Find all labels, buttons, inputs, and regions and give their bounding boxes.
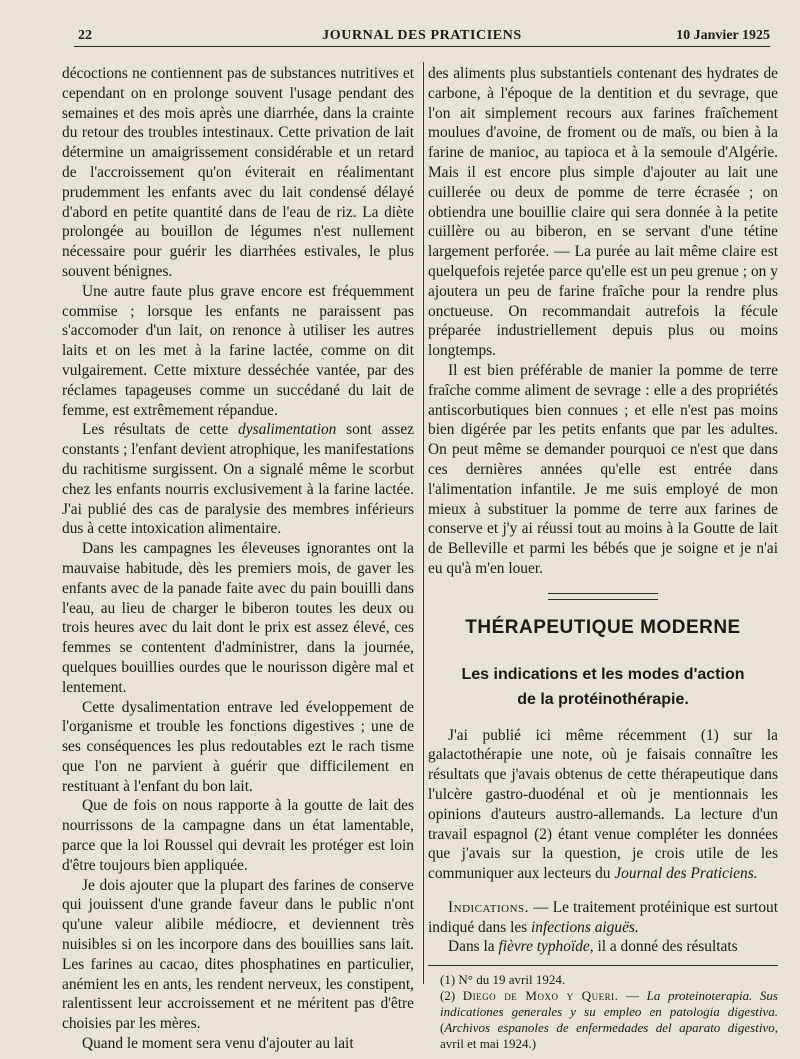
paragraph: des aliments plus substantiels contenant des hydrates de carbone, à l'époque de la dentition et du sevrage, que l'on ait simplement recours aux farines fraîchement moulues d'avoine, de froment ou de maïs, ou bien à la farine de manioc, au tapioca et à la semoule d'Algérie. Mais il est encore plus simple d'ajouter au lait une cuillerée ou deux de pomme de terre écrasée ; on obtiendra une bouillie claire qui sera donnée à la petite cuillère ou au biberon, en se servant d'une tétine largement perforée. — La purée au lait même claire est quelquefois rejetée parce qu'elle est un peu grenue ; on y ajoutera un peu de farine fraîche pour la rendre plus onctueuse. On recommandait autrefois la fécule préparée industriellement depuis plus ou moins longtemps.: [428, 65, 778, 360]
article-title-line: Les indications et les modes d'action: [461, 665, 745, 683]
footnote-1: (1) N° du 19 avril 1924.: [440, 972, 566, 988]
issue-date: 10 Janvier 1925: [676, 28, 770, 43]
left-column: [62, 64, 414, 1054]
paragraph: [428, 937, 778, 957]
paragraph: Je dois ajouter que la plupart des farines de conserve qui jouissent d'une grande faveur dans le public n'ont qu'une valeur alibile médiocre, et deviennent très nuisibles si on les incorpore dans des bouillies sans lait. Les farines au cacao, dites phosphatines en particulier, anémient les en ants, les rendent nerveux, les constipent, ralentissent leur accroissement et ne méritent pas d'être choisies par les mères.: [62, 876, 414, 1033]
paragraph: Cette dysalimentation entrave led éveloppement de l'organisme et trouble les fonctions digestives ; une de ses conséquences les plus redoutables ezt le rach tisme que l'on ne parvient à guérir que difficilement en restituant à l'enfant du bon lait.: [62, 698, 414, 795]
italic-term: dysalimentation: [238, 421, 337, 439]
footnotes: [428, 972, 778, 1052]
footnote-source: Archivos espanoles de enfermedades del aparato digestivo: [444, 1020, 775, 1036]
text-run: , il a donné des résultats: [589, 938, 738, 956]
journal-title: JOURNAL DES PRATICIENS: [322, 28, 522, 43]
text-run: — Le traitement protéinique est surtout indiqué dans les: [428, 898, 778, 936]
paragraph: [428, 898, 778, 938]
italic-term: fièvre typhoïde: [498, 938, 590, 956]
paragraph: Il est bien préférable de manier la pomme de terre fraîche comme aliment de sevrage : elle a des propriétés antiscorbutiques bien connues ; et elle n'est pas moins bien digérée par les petits enfants que par les adultes. On peut même se demander pourquoi ce n'est que dans ces dernières années qu'elle est entrée dans l'alimentation infantile. Je me suis employé de mon mieux à substituer la pomme de terre aux farines de conserve et j'y ai réussi tout au moins à la Goutte de lait de Belleville et parmi les bébés que je soigne et je n'ai eu qu'à m'en louer.: [428, 361, 778, 577]
text-run: (2): [440, 988, 463, 1004]
footnote-title: La proteinoterapia. Sus indicationes generales y su empleo en patologia digestiva.: [440, 988, 778, 1020]
text-run: sont assez constants ; l'enfant devient atrophique, les manifestations du rachitisme surgissent. On a signalé même le scorbut chez les enfants nourris exclusivement à la farine lactée. J'ai publié des cas de paralysie des membres inférieurs dus à cette intoxication alimentaire.: [62, 421, 414, 538]
section-title: THÉRAPEUTIQUE MODERNE: [465, 616, 741, 638]
italic-journal-name: Journal des Praticiens.: [614, 865, 758, 883]
footnote-2: [428, 988, 778, 1052]
text-run: , avril et mai 1924.): [440, 1020, 778, 1052]
article-title-line: de la protéinothérapie.: [517, 690, 689, 708]
paragraph: Une autre faute plus grave encore est fréquemment commise ; lorsque les enfants ne paraissent pas s'accomoder d'un lait, on renonce à utiliser les autres laits et on les met à la farine lactée, comme on dit vulgairement. Cette mixture desséchée vantée, par des réclames tapageuses comme un succédané du lait de femme, est extrêmement répandue.: [62, 282, 414, 419]
header-rule: [74, 46, 770, 47]
subheading-indications: Indications.: [448, 898, 529, 916]
paragraph: Dans les campagnes les éleveuses ignorantes ont la mauvaise habitude, dès les premiers mois, de gaver les enfants avec de la panade faite avec du pain bouilli dans l'eau, au lieu de charger le biberon toutes les deux ou trois heures avec du lait dont le prix est assez élevé, ces femmes se contentent d'administrer, dans la journée, quelques bouillies ourdes que le nourisson digère mal et lentement.: [62, 540, 414, 696]
paragraph: décoctions ne contiennent pas de substances nutritives et cependant on en prolonge souvent l'usage pendant des semaines et des mois après une diarrhée, dans la crainte du retour des troubles intestinaux. Cette privation de lait détermine un amaigrissement considérable et un retard de l'accroissement qu'on éviterait en réalimentant prudemment les enfants avec du lait condensé délayé d'abord en petite quantité dans de l'eau de riz. La diète prolongée au bouillon de légumes n'est nullement nécessaire pour guérir les diarrhées estivales, le plus souvent bénignes.: [62, 65, 414, 280]
italic-term: infections aiguës.: [531, 918, 639, 936]
paragraph: [62, 420, 414, 539]
section-separator: [548, 593, 658, 600]
page-number: 22: [78, 28, 92, 43]
text-run: J'ai publié ici même récemment (1) sur la galactothérapie une note, où je faisais connaître les résultats que j'avais obtenus de cette thérapeutique dans l'ulcère gastro-duodénal et où je mentionnais les opinions d'auteurs austro-allemands. La lecture d'un travail espagnol (2) étant venue compléter les données que j'avais sur la question, je crois utile de les communiquer aux lecteurs du: [428, 726, 778, 883]
text-run: —: [618, 988, 647, 1004]
text-run: (: [440, 1020, 445, 1036]
footnote-author: Diego de Moxo y Queri.: [462, 988, 619, 1004]
article-title: [428, 662, 778, 712]
footnote-rule: [428, 965, 778, 966]
text-run: Les résultats de cette: [82, 421, 239, 439]
column-divider: [423, 62, 424, 984]
paragraph: [428, 726, 778, 884]
right-column: [428, 64, 778, 1052]
paragraph: Que de fois on nous rapporte à la goutte de lait des nourrissons de la campagne dans un état lamentable, parce que la loi Roussel qui devrait les protéger est loin d'être toujours bien appliquée.: [62, 797, 414, 874]
text-run: Dans la: [448, 938, 499, 956]
page-header: [74, 26, 770, 48]
paragraph: Quand le moment sera venu d'ajouter au lait: [82, 1035, 354, 1053]
